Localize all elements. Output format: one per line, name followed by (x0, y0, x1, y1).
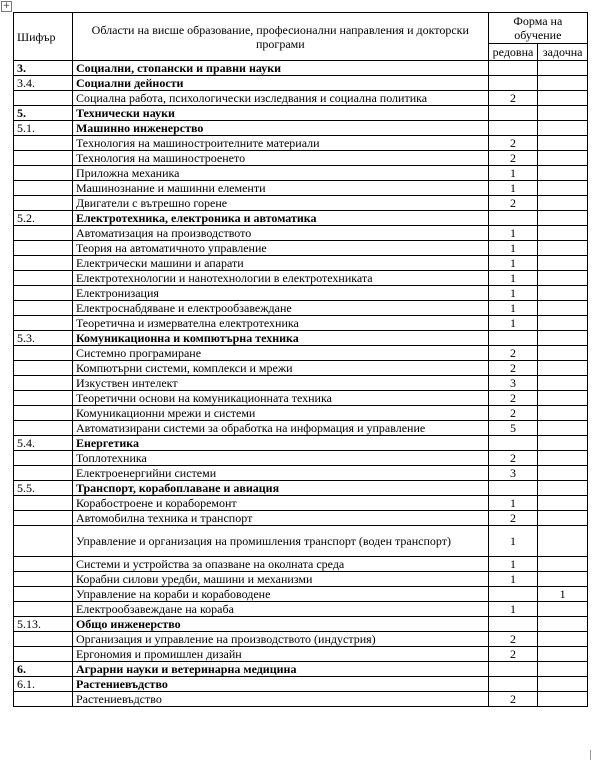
cell-full-time: 1 (488, 271, 538, 286)
cell-part-time (538, 91, 588, 106)
cell-code (14, 346, 73, 361)
cell-full-time: 1 (488, 572, 538, 587)
cell-part-time (538, 632, 588, 647)
cell-part-time (538, 391, 588, 406)
cell-part-time (538, 181, 588, 196)
cell-code (14, 196, 73, 211)
cell-part-time (538, 241, 588, 256)
cell-name: Машинознание и машинни елементи (72, 181, 488, 196)
cell-name: Ергономия и промишлен дизайн (72, 647, 488, 662)
cell-full-time (488, 331, 538, 346)
table-row (14, 572, 588, 587)
cell-name: Енергетика (72, 436, 488, 451)
header-code: Шифър (14, 13, 73, 61)
cell-part-time (538, 662, 588, 677)
cell-part-time (538, 166, 588, 181)
cell-full-time: 2 (488, 196, 538, 211)
cell-part-time (538, 526, 588, 557)
cell-name: Корабостроене и кораборемонт (72, 496, 488, 511)
cell-name: Технически науки (72, 106, 488, 121)
cell-name: Растениевъдство (72, 692, 488, 707)
cell-name: Корабни силови уредби, машини и механизми (72, 572, 488, 587)
table-row (14, 61, 588, 76)
table-row (14, 271, 588, 286)
cell-code: 5.3. (14, 331, 73, 346)
cell-part-time (538, 346, 588, 361)
cell-full-time: 2 (488, 91, 538, 106)
cell-full-time: 1 (488, 557, 538, 572)
cell-name: Управление и организация на промишления транспорт (воден транспорт) (72, 526, 488, 557)
cell-code: 5.1. (14, 121, 73, 136)
cell-name: Електротехника, електроника и автоматика (72, 211, 488, 226)
table-row (14, 526, 588, 557)
cell-code: 5.13. (14, 617, 73, 632)
cell-part-time (538, 61, 588, 76)
cell-full-time: 1 (488, 181, 538, 196)
cell-full-time: 1 (488, 226, 538, 241)
table-row (14, 346, 588, 361)
header-part-time: задочна (538, 44, 588, 61)
cell-name: Теория на автоматичното управление (72, 241, 488, 256)
cell-name: Автоматизирани системи за обработка на информация и управление (72, 421, 488, 436)
cell-name: Двигатели с вътрешно горене (72, 196, 488, 211)
cell-full-time: 2 (488, 361, 538, 376)
table-row (14, 136, 588, 151)
cell-name: Социални, стопански и правни науки (72, 61, 488, 76)
cell-full-time: 2 (488, 151, 538, 166)
cell-part-time (538, 406, 588, 421)
cell-code (14, 692, 73, 707)
cell-code: 5. (14, 106, 73, 121)
cell-name: Комуникационна и компютърна техника (72, 331, 488, 346)
programs-table (13, 12, 588, 707)
cell-part-time (538, 76, 588, 91)
cell-code: 5.2. (14, 211, 73, 226)
cell-code (14, 496, 73, 511)
table-row (14, 692, 588, 707)
table-row (14, 602, 588, 617)
table-row (14, 196, 588, 211)
table-row (14, 91, 588, 106)
cell-code (14, 557, 73, 572)
table-row (14, 436, 588, 451)
cell-full-time (488, 677, 538, 692)
cell-name: Управление на кораби и корабоводене (72, 587, 488, 602)
cell-code (14, 466, 73, 481)
cell-name: Социални дейности (72, 76, 488, 91)
table-row (14, 391, 588, 406)
cell-part-time (538, 286, 588, 301)
cell-part-time (538, 466, 588, 481)
cell-code (14, 391, 73, 406)
cell-name: Транспорт, корабоплаване и авиация (72, 481, 488, 496)
header-form: Форма на обучение (488, 13, 587, 44)
table-row (14, 662, 588, 677)
cell-name: Аграрни науки и ветеринарна медицина (72, 662, 488, 677)
table-row (14, 421, 588, 436)
cell-code (14, 316, 73, 331)
table-row (14, 376, 588, 391)
cell-part-time (538, 602, 588, 617)
table-row (14, 331, 588, 346)
table-row (14, 121, 588, 136)
cell-name: Социална работа, психологически изследвания и социална политика (72, 91, 488, 106)
cell-full-time: 1 (488, 526, 538, 557)
cell-full-time: 1 (488, 256, 538, 271)
table-row (14, 677, 588, 692)
cell-name: Технология на машиностроенето (72, 151, 488, 166)
cell-full-time: 2 (488, 391, 538, 406)
cell-code (14, 226, 73, 241)
cell-full-time (488, 587, 538, 602)
cell-part-time: 1 (538, 587, 588, 602)
cell-code: 3. (14, 61, 73, 76)
cell-full-time: 2 (488, 632, 538, 647)
cell-name: Електронизация (72, 286, 488, 301)
cell-code (14, 572, 73, 587)
cell-part-time (538, 256, 588, 271)
cell-part-time (538, 361, 588, 376)
cell-full-time: 1 (488, 301, 538, 316)
cell-name: Системи и устройства за опазване на околната среда (72, 557, 488, 572)
cell-full-time: 1 (488, 166, 538, 181)
cell-code (14, 181, 73, 196)
cell-part-time (538, 557, 588, 572)
table-row (14, 406, 588, 421)
table-row (14, 181, 588, 196)
cell-name: Комуникационни мрежи и системи (72, 406, 488, 421)
cell-name: Изкуствен интелект (72, 376, 488, 391)
table-row (14, 166, 588, 181)
cell-code: 5.5. (14, 481, 73, 496)
cell-code (14, 526, 73, 557)
table-row (14, 226, 588, 241)
end-of-cell-mark (590, 750, 597, 760)
cell-code (14, 241, 73, 256)
cell-name: Теоретична и измервателна електротехника (72, 316, 488, 331)
cell-full-time: 2 (488, 406, 538, 421)
table-row (14, 256, 588, 271)
cell-full-time: 1 (488, 316, 538, 331)
cell-code (14, 361, 73, 376)
cell-full-time: 2 (488, 511, 538, 526)
cell-code (14, 91, 73, 106)
cell-part-time (538, 331, 588, 346)
cell-full-time (488, 61, 538, 76)
cell-name: Електротехнологии и нанотехнологии в електротехниката (72, 271, 488, 286)
cell-full-time (488, 76, 538, 91)
cell-part-time (538, 226, 588, 241)
cell-full-time: 2 (488, 692, 538, 707)
cell-code (14, 406, 73, 421)
cell-full-time: 1 (488, 496, 538, 511)
table-row (14, 211, 588, 226)
cell-full-time (488, 481, 538, 496)
cell-part-time (538, 421, 588, 436)
cell-part-time (538, 121, 588, 136)
cell-code (14, 166, 73, 181)
cell-full-time: 1 (488, 286, 538, 301)
cell-name: Топлотехника (72, 451, 488, 466)
cell-name: Електрообзавеждане на кораба (72, 602, 488, 617)
cell-part-time (538, 106, 588, 121)
cell-code (14, 511, 73, 526)
cell-code (14, 301, 73, 316)
cell-code (14, 136, 73, 151)
header-area: Области на висше образование, професионални направления и докторски програми (72, 13, 488, 61)
cell-full-time (488, 211, 538, 226)
cell-full-time: 1 (488, 241, 538, 256)
cell-name: Електроенергийни системи (72, 466, 488, 481)
cell-name: Системно програмиране (72, 346, 488, 361)
cell-code (14, 151, 73, 166)
cell-part-time (538, 271, 588, 286)
cell-full-time (488, 121, 538, 136)
cell-full-time: 2 (488, 647, 538, 662)
table-row (14, 286, 588, 301)
cell-full-time: 2 (488, 451, 538, 466)
cell-full-time (488, 106, 538, 121)
table-row (14, 617, 588, 632)
cell-part-time (538, 376, 588, 391)
cell-name: Теоретични основи на комуникационната техника (72, 391, 488, 406)
cell-code: 5.4. (14, 436, 73, 451)
cell-code (14, 632, 73, 647)
cell-full-time: 3 (488, 466, 538, 481)
cell-full-time (488, 662, 538, 677)
cell-part-time (538, 211, 588, 226)
table-row (14, 151, 588, 166)
cell-part-time (538, 316, 588, 331)
cell-part-time (538, 617, 588, 632)
cell-part-time (538, 692, 588, 707)
cell-code (14, 587, 73, 602)
cell-code (14, 647, 73, 662)
cell-full-time (488, 436, 538, 451)
cell-name: Общо инженерство (72, 617, 488, 632)
cell-part-time (538, 481, 588, 496)
cell-name: Електрически машини и апарати (72, 256, 488, 271)
cell-full-time (488, 617, 538, 632)
table-row (14, 496, 588, 511)
cell-name: Автоматизация на производството (72, 226, 488, 241)
table-row (14, 647, 588, 662)
table-row (14, 481, 588, 496)
cell-part-time (538, 301, 588, 316)
cell-name: Приложна механика (72, 166, 488, 181)
cell-part-time (538, 436, 588, 451)
cell-part-time (538, 677, 588, 692)
cell-name: Машинно инженерство (72, 121, 488, 136)
cell-full-time: 3 (488, 376, 538, 391)
cell-code (14, 286, 73, 301)
table-row (14, 301, 588, 316)
table-row (14, 511, 588, 526)
table-move-handle-icon[interactable]: + (2, 1, 11, 11)
cell-name: Електроснабдяване и електрообзавеждане (72, 301, 488, 316)
cell-full-time: 2 (488, 346, 538, 361)
table-row (14, 361, 588, 376)
table-row (14, 106, 588, 121)
cell-name: Технология на машиностроителните материали (72, 136, 488, 151)
cell-part-time (538, 151, 588, 166)
table-row (14, 632, 588, 647)
cell-part-time (538, 572, 588, 587)
cell-name: Организация и управление на производството (индустрия) (72, 632, 488, 647)
cell-code (14, 602, 73, 617)
cell-code: 6. (14, 662, 73, 677)
table-row (14, 557, 588, 572)
cell-part-time (538, 451, 588, 466)
table-row (14, 241, 588, 256)
cell-code (14, 256, 73, 271)
cell-code (14, 421, 73, 436)
cell-code (14, 451, 73, 466)
cell-part-time (538, 647, 588, 662)
cell-code: 6.1. (14, 677, 73, 692)
cell-full-time: 1 (488, 602, 538, 617)
header-full-time: редовна (488, 44, 538, 61)
cell-part-time (538, 496, 588, 511)
table-row (14, 451, 588, 466)
table-body (14, 61, 588, 707)
cell-part-time (538, 511, 588, 526)
cell-name: Компютърни системи, комплекси и мрежи (72, 361, 488, 376)
cell-part-time (538, 196, 588, 211)
cell-name: Автомобилна техника и транспорт (72, 511, 488, 526)
cell-code (14, 376, 73, 391)
table-row (14, 316, 588, 331)
cell-code (14, 271, 73, 286)
table-row (14, 466, 588, 481)
cell-full-time: 2 (488, 136, 538, 151)
table-row (14, 587, 588, 602)
cell-part-time (538, 136, 588, 151)
cell-code: 3.4. (14, 76, 73, 91)
cell-name: Растениевъдство (72, 677, 488, 692)
table-row (14, 76, 588, 91)
cell-full-time: 5 (488, 421, 538, 436)
